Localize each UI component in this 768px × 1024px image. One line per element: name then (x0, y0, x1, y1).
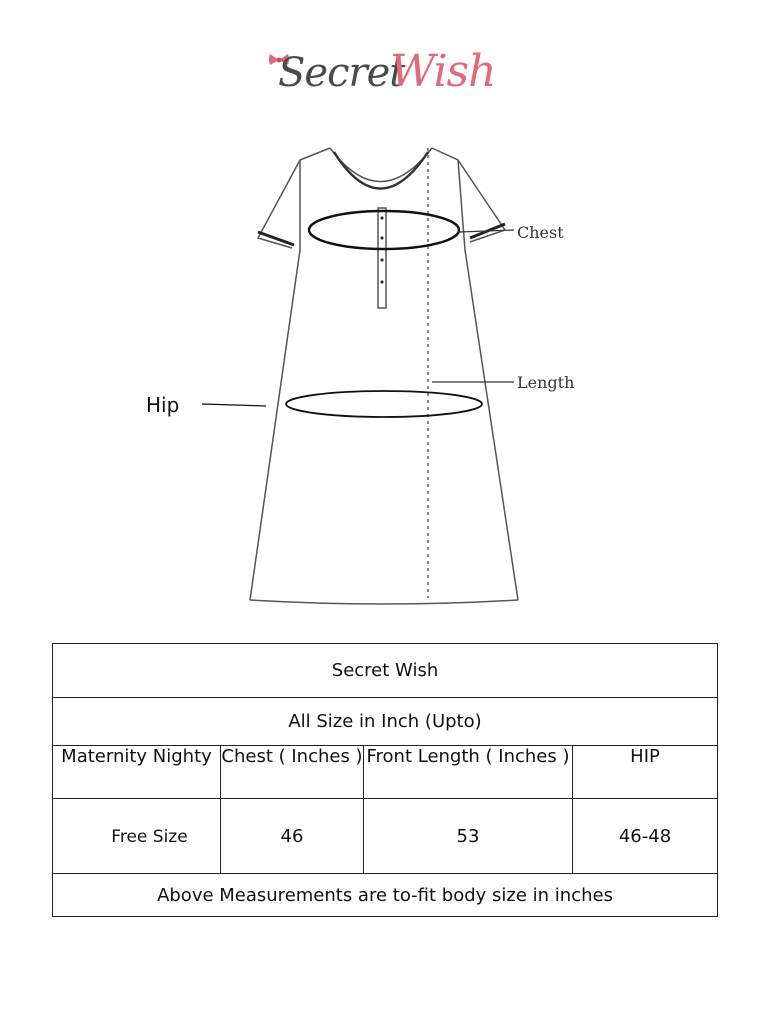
table-title-row (53, 644, 718, 698)
table-note: Above Measurements are to-fit body size in inches (53, 874, 718, 917)
header-product: Maternity Nighty (53, 746, 221, 799)
table-row (53, 799, 718, 874)
table-subtitle-row (53, 698, 718, 746)
cell-chest: 46 (221, 799, 364, 874)
header-front-length: Front Length ( Inches ) (364, 746, 573, 799)
brand-name-part2: Wish (390, 46, 496, 97)
size-chart-table (52, 643, 718, 917)
length-label: Length (517, 373, 575, 392)
hip-label: Hip (146, 393, 180, 417)
header-chest: Chest ( Inches ) (221, 746, 364, 799)
cell-size: Free Size (53, 799, 221, 874)
header-hip: HIP (573, 746, 718, 799)
brand-logo (0, 40, 768, 110)
table-title: Secret Wish (53, 644, 718, 698)
cell-front-length: 53 (364, 799, 573, 874)
chest-label: Chest (517, 223, 564, 242)
garment-diagram (0, 120, 768, 620)
brand-name-part1: Secret (278, 50, 405, 96)
nighty-sketch (0, 120, 768, 620)
table-note-row (53, 874, 718, 917)
cell-hip: 46-48 (573, 799, 718, 874)
table-header-row (53, 746, 718, 799)
table-subtitle: All Size in Inch (Upto) (53, 698, 718, 746)
